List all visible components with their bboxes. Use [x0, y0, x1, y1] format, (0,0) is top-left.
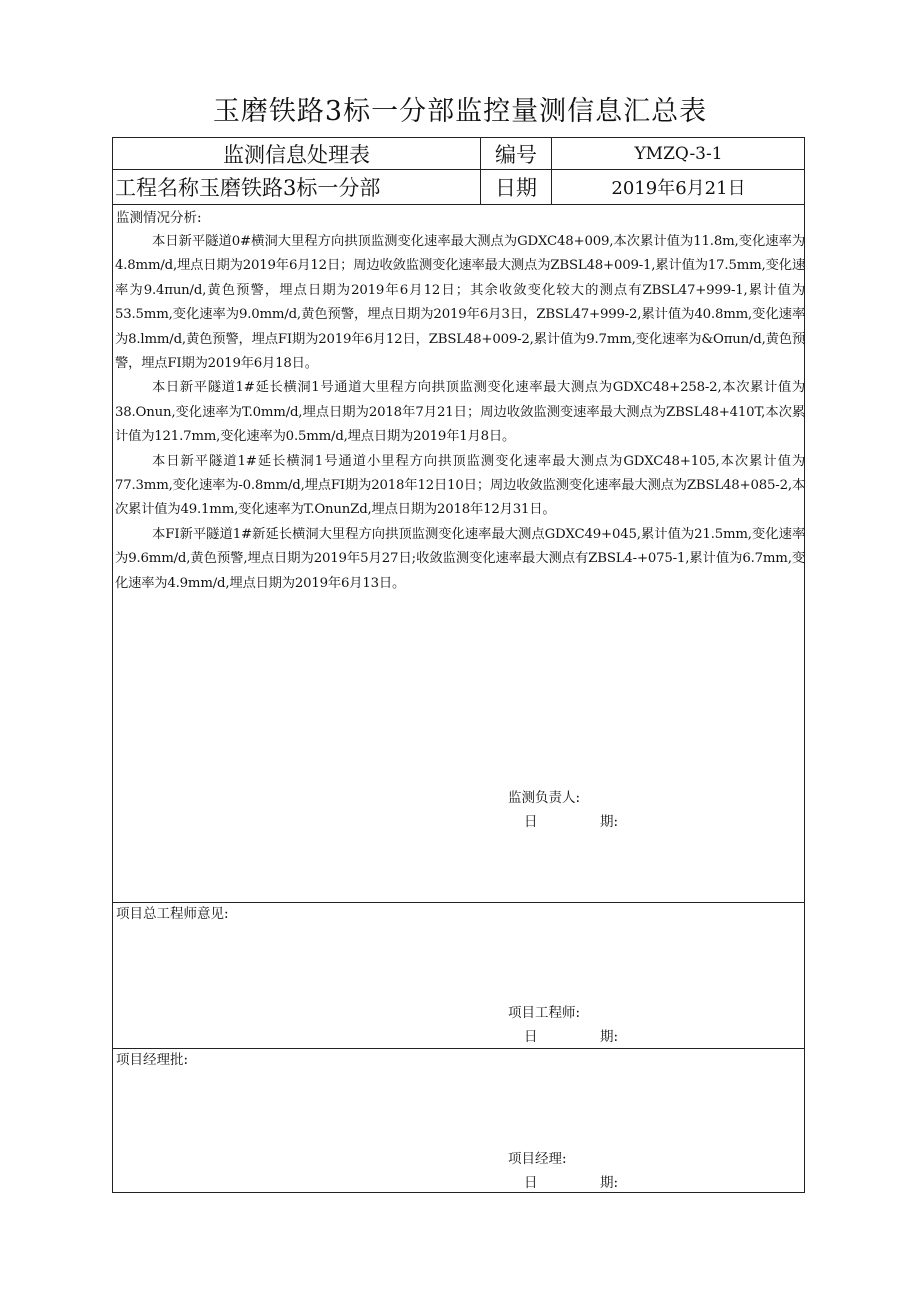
project-value: 玉磨铁路3标一分部	[199, 176, 381, 200]
analysis-paragraph: 本FI新平隧道1#新延长横洞大里程方向拱顶监测变化速率最大测点GDXC49+045,累计值为21.5mm,变化速率为9.6mm/d,黄色预警,埋点日期为2019年5月27日;收敛监测变化速率最大测点有ZBSL4-+075-1,累计值为6.7mm,变化速率为4.9mm/d,埋点日期为2019年6月13日。	[115, 526, 805, 591]
date-char-day: 日	[524, 1175, 538, 1191]
project-label: 工程名称	[115, 176, 199, 200]
date-char-day: 日	[524, 1029, 538, 1045]
page-title: 玉磨铁路3标一分部监控量测信息汇总表	[212, 96, 708, 127]
engineer-signer-label: 项目工程师:	[508, 1005, 581, 1021]
form-name: 监测信息处理表	[223, 142, 370, 167]
date-char-period: 期:	[600, 814, 619, 830]
analysis-paragraph: 本日新平隧道1#延长横洞1号通道小里程方向拱顶监测变化速率最大测点为GDXC48+105,本次累计值为77.3mm,变化速率为-0.8mm/d,埋点FI期为2018年12日10日；周边收敛监测变化速率最大测点为ZBSL48+085-2,本次累计值为49.1mm,变化速率为T.OnunZd,埋点日期为2018年12月31日。	[115, 453, 805, 518]
analysis-paragraph: 本日新平隧道1#延长横洞1号通道大里程方向拱顶监测变化速率最大测点为GDXC48+258-2,本次累计值为38.Onun,变化速率为T.0mm/d,埋点日期为2018年7月21日；周边收敛监测变速率最大测点为ZBSL48+410T,本次累计值为121.7mm,变化速率为0.5mm/d,埋点日期为2019年1月8日。	[115, 380, 805, 445]
date-value: 2019年6月21日	[611, 178, 746, 199]
chief-engineer-label: 项目总工程师意见:	[116, 906, 229, 922]
monitor-signer-label: 监测负责人:	[508, 790, 581, 806]
code-value: YMZQ-3-1	[634, 143, 723, 164]
row-divider	[113, 204, 804, 205]
analysis-body	[115, 230, 805, 596]
date-char-period: 期:	[600, 1029, 619, 1045]
project-cell	[115, 170, 481, 204]
report-form	[112, 137, 805, 1193]
date-char-period: 期:	[600, 1175, 619, 1191]
row-divider	[113, 1048, 804, 1049]
date-char-day: 日	[524, 814, 538, 830]
manager-label: 项目经理批:	[116, 1052, 189, 1068]
row-divider	[113, 902, 804, 903]
code-label: 编号	[495, 142, 537, 167]
analysis-paragraph: 本日新平隧道0#横洞大里程方向拱顶监测变化速率最大测点为GDXC48+009,本次累计值为11.8m,变化速率为4.8mm/d,埋点日期为2019年6月12日；周边收敛监测变化速率最大测点为ZBSL48+009-1,累计值为17.5mm,变化速率为9.4πun/d,黄色预警，埋点日期为2019年6月12日；其余收敛变化较大的测点有ZBSL47+999-1,累计值为53.5mm,变化速率为9.0mm/d,黄色预警，埋点日期为2019年6月3日，ZBSL47+999-2,累计值为40.8mm,变化速率为8.lmm/d,黄色预警，埋点FI期为2019年6月12日，ZBSL48+009-2,累计值为9.7mm,变化速率为&Oπun/d,黄色预警，埋点FI期为2019年6月18日。	[115, 234, 805, 372]
analysis-label: 监测情况分析:	[116, 210, 202, 226]
manager-signer-label: 项目经理:	[508, 1151, 567, 1167]
date-label: 日期	[495, 176, 537, 200]
